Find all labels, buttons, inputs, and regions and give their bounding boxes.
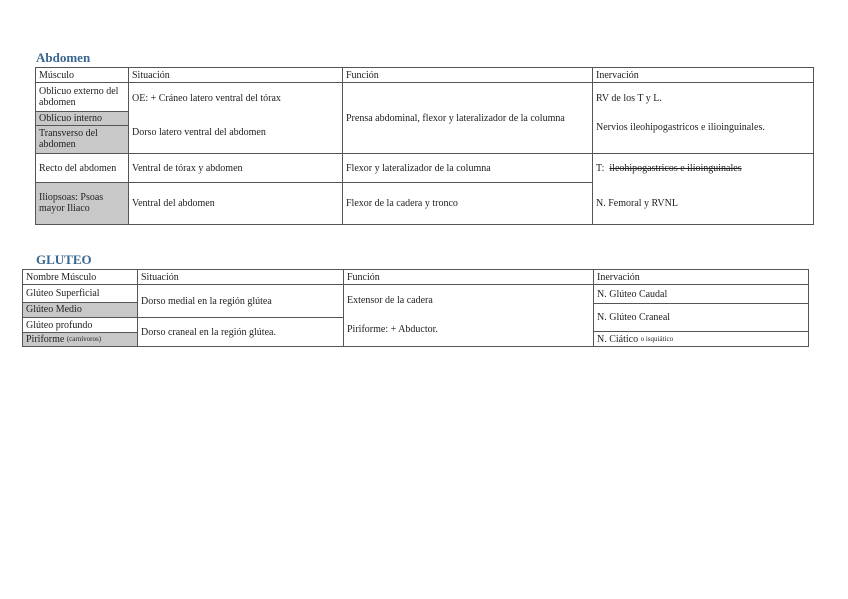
funcion-piriforme: Piriforme: + Abductor. xyxy=(347,323,438,335)
funcion-recto: Flexor y lateralizador de la columna xyxy=(346,162,491,174)
funcion-extensor: Extensor de la cadera xyxy=(347,294,433,306)
situacion-recto: Ventral de tórax y abdomen xyxy=(132,162,243,174)
muscle-piriforme: Piriforme xyxy=(26,334,65,345)
muscle-oblicuo-interno: Oblicuo interno xyxy=(39,113,103,124)
inervacion-nervios: Nervios ileohipogastricos e ilioinguinales. xyxy=(596,121,765,133)
header-funcion: Función xyxy=(347,271,380,283)
muscle-cell-piriforme xyxy=(23,333,137,346)
muscle-transverso: Transverso del abdomen xyxy=(39,128,98,150)
funcion-iliopsoas: Flexor de la cadera y tronco xyxy=(346,198,458,209)
abdomen-table xyxy=(35,67,814,225)
header-nombre-musculo: Nombre Músculo xyxy=(26,271,97,283)
muscle-oblicuo-externo: Oblicuo externo del abdomen xyxy=(39,86,119,108)
muscle-medio: Glúteo Medio xyxy=(26,304,82,315)
abdomen-heading: Abdomen xyxy=(36,50,91,65)
muscle-cell-iliopsoas xyxy=(36,182,128,224)
muscle-cell-medio xyxy=(23,302,137,317)
situacion-craneal: Dorso craneal en la región glútea. xyxy=(141,326,276,338)
situacion-iliopsoas: Ventral del abdomen xyxy=(132,198,215,209)
muscle-cell-transverso xyxy=(36,125,128,153)
header-situacion: Situación xyxy=(141,271,179,283)
inervacion-ciatico xyxy=(594,332,808,346)
inervacion-t-prefix: T: xyxy=(596,162,605,174)
muscle-profundo: Glúteo profundo xyxy=(26,319,93,331)
inervacion-iliopsoas: N. Femoral y RVNL xyxy=(596,198,678,209)
inervacion-caudal: N. Glúteo Caudal xyxy=(597,288,668,300)
muscle-piriforme-note: (carnívoros) xyxy=(66,335,102,343)
header-situacion: Situación xyxy=(132,69,170,81)
header-inervacion: Inervación xyxy=(597,271,640,283)
gluteo-table xyxy=(22,269,809,347)
inervacion-rv: RV de los T y L. xyxy=(596,92,662,104)
muscle-superficial: Glúteo Superficial xyxy=(26,288,100,299)
muscle-iliopsoas: Iliopsoas: Psoas mayor Iliaco xyxy=(39,192,104,214)
header-funcion: Función xyxy=(346,69,379,81)
gluteo-heading: GLUTEO xyxy=(36,252,92,267)
inervacion-ciatico-label: N. Ciático xyxy=(597,333,639,345)
situacion-dorso: Dorso latero ventral del abdomen xyxy=(132,126,266,138)
inervacion-t xyxy=(593,160,813,176)
situacion-oe: OE: + Cráneo latero ventral del tórax xyxy=(132,92,281,104)
muscle-recto: Recto del abdomen xyxy=(39,162,117,174)
muscle-cell-oblicuo-interno xyxy=(36,112,128,125)
row-line xyxy=(36,125,128,126)
inervacion-ciatico-note: o isquiático xyxy=(640,334,674,343)
funcion-prensa: Prensa abdominal, flexor y lateralizador de la columna xyxy=(346,112,565,124)
header-musculo: Músculo xyxy=(39,69,74,81)
row-line xyxy=(23,302,137,303)
inervacion-craneal: N. Glúteo Craneal xyxy=(597,312,671,323)
situacion-medial: Dorso medial en la región glútea xyxy=(141,295,272,307)
row-line xyxy=(23,332,137,333)
header-inervacion: Inervación xyxy=(596,69,639,81)
row-line xyxy=(36,111,128,112)
inervacion-t-struck: ileohipogastricos e ilioinguinales xyxy=(609,162,742,174)
